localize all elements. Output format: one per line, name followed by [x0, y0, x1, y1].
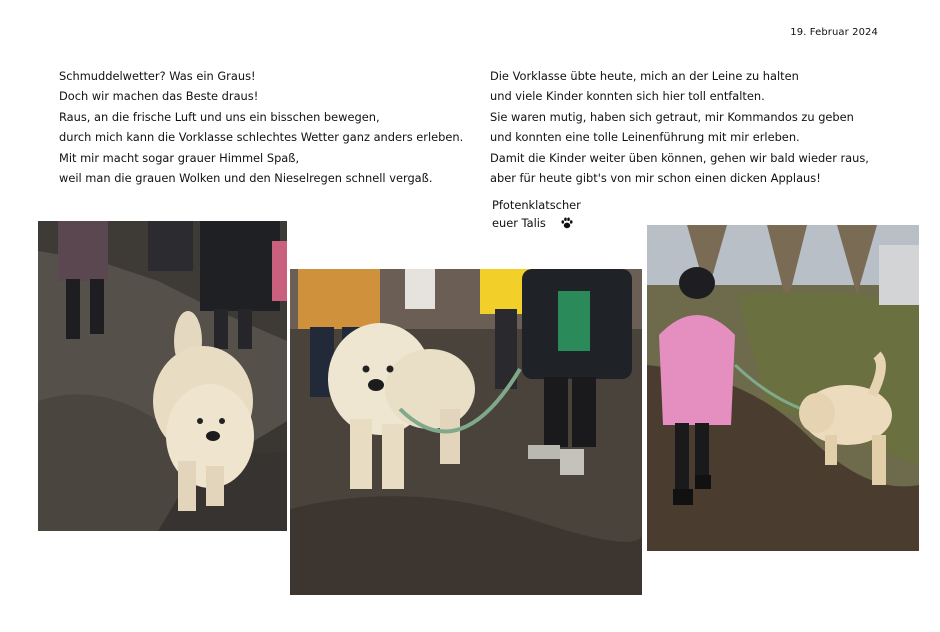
stanza [490, 67, 910, 106]
poem-line: Mit mir macht sogar grauer Himmel Spaß, [59, 151, 300, 165]
signature-row [492, 214, 581, 232]
poem-line: Sie waren mutig, haben sich getraut, mir Kommandos zu geben [490, 110, 854, 124]
document-date: 19. Februar 2024 [790, 27, 878, 38]
poem-right-column [490, 67, 910, 190]
poem-line: aber für heute gibt's von mir schon einen dicken Applaus! [490, 170, 821, 185]
poem-line: und viele Kinder konnten sich hier toll entfalten. [490, 88, 765, 103]
stanza [59, 108, 469, 147]
paw-icon [560, 216, 574, 230]
poem-line: weil man die grauen Wolken und den Nieselregen schnell vergaß. [59, 170, 433, 185]
poem-line: Doch wir machen das Beste draus! [59, 88, 259, 103]
stanza [59, 149, 469, 188]
photo-dog-walking-path [38, 221, 287, 531]
signature-name: euer Talis [492, 216, 546, 230]
poem-line: Die Vorklasse übte heute, mich an der Leine zu halten [490, 69, 799, 83]
poem-line: durch mich kann die Vorklasse schlechtes Wetter ganz anders erleben. [59, 129, 464, 144]
photo-girl-walking-dog [647, 225, 919, 551]
signature [492, 196, 581, 232]
stanza [490, 108, 910, 147]
poem-line: und konnten eine tolle Leinenführung mit mir erleben. [490, 129, 800, 144]
poem-line: Schmuddelwetter? Was ein Graus! [59, 69, 256, 83]
poem-line: Raus, an die frische Luft und uns ein bisschen bewegen, [59, 110, 380, 124]
poem-left-column [59, 67, 469, 190]
stanza [490, 149, 910, 188]
signature-line: Pfotenklatscher [492, 198, 581, 212]
stanza [59, 67, 469, 106]
photo-dog-with-children [290, 269, 642, 595]
poem-line: Damit die Kinder weiter üben können, gehen wir bald wieder raus, [490, 151, 869, 165]
